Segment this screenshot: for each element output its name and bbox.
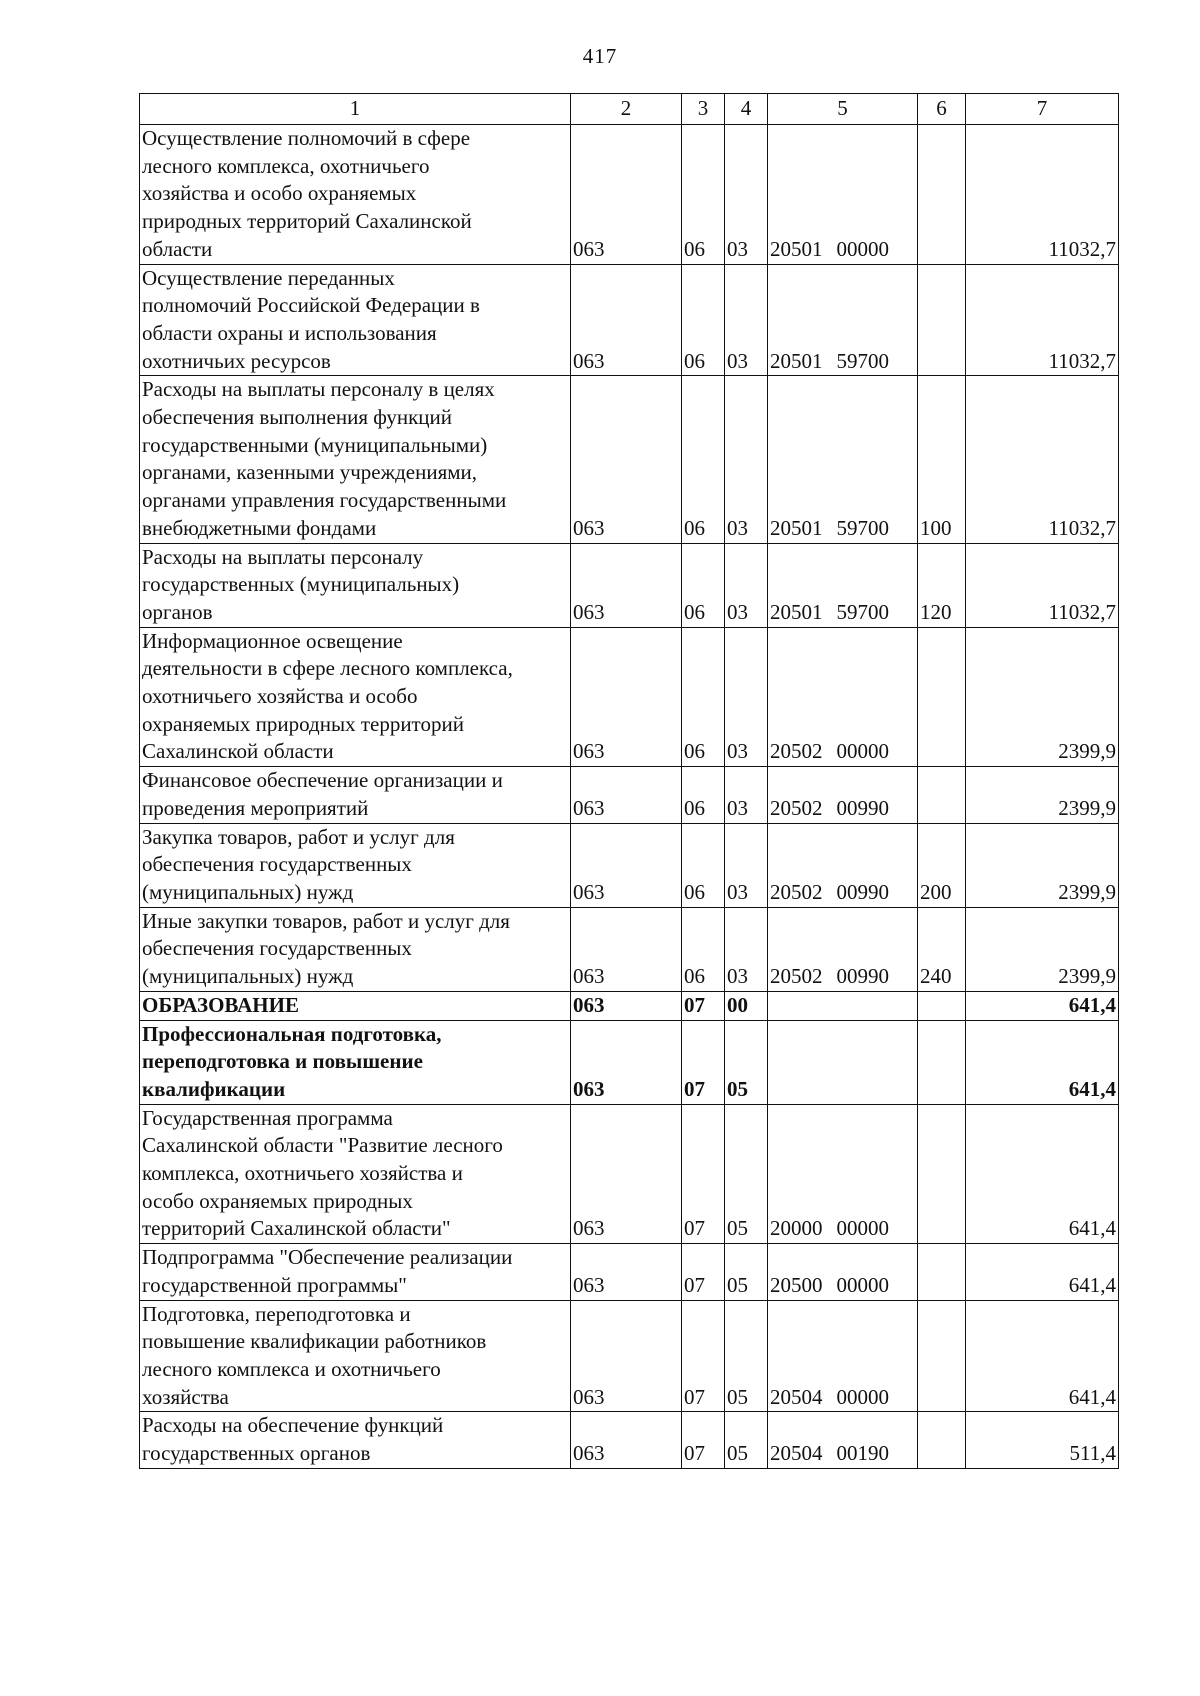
description-line: государственных (муниципальных) xyxy=(142,572,460,597)
subsection-code-cell: 00 xyxy=(725,991,768,1020)
row-description xyxy=(140,264,571,376)
target-article-cell xyxy=(768,767,918,823)
row-description xyxy=(140,543,571,627)
expense-type-cell xyxy=(918,1300,966,1412)
target-article-program: 20504 xyxy=(770,1384,823,1409)
column-header: 7 xyxy=(966,94,1119,125)
target-article-direction: 00000 xyxy=(836,1384,889,1409)
section-code-cell: 06 xyxy=(682,627,725,767)
target-article-program: 20501 xyxy=(770,348,823,373)
ministry-code-cell: 063 xyxy=(571,823,682,907)
subsection-code-cell: 03 xyxy=(725,823,768,907)
amount-cell: 641,4 xyxy=(966,1300,1119,1412)
description-line: переподготовка и повышение xyxy=(142,1049,423,1074)
ministry-code-cell: 063 xyxy=(571,376,682,543)
section-code-cell: 06 xyxy=(682,376,725,543)
description-line: ОБРАЗОВАНИЕ xyxy=(142,992,299,1017)
ministry-code-cell: 063 xyxy=(571,767,682,823)
subsection-code-cell: 03 xyxy=(725,125,768,265)
subsection-code-cell: 03 xyxy=(725,907,768,991)
description-line: обеспечения государственных xyxy=(142,852,412,877)
table-row xyxy=(140,125,1119,265)
amount-cell: 2399,9 xyxy=(966,627,1119,767)
amount-cell: 641,4 xyxy=(966,991,1119,1020)
description-line: государственной программы" xyxy=(142,1272,407,1297)
target-article-cell xyxy=(768,907,918,991)
description-line: Осуществление переданных xyxy=(142,265,395,290)
target-article-cell xyxy=(768,1104,918,1244)
description-line: охотничьих ресурсов xyxy=(142,348,331,373)
target-article-direction: 59700 xyxy=(836,515,889,540)
target-article-direction: 00190 xyxy=(836,1441,889,1466)
row-description xyxy=(140,1244,571,1300)
table-row xyxy=(140,543,1119,627)
target-article-direction: 59700 xyxy=(836,348,889,373)
target-article-direction: 00000 xyxy=(836,1216,889,1241)
section-code-cell: 07 xyxy=(682,1244,725,1300)
description-line: Сахалинской области "Развитие лесного xyxy=(142,1133,503,1158)
target-article-cell xyxy=(768,543,918,627)
target-article-cell xyxy=(768,823,918,907)
description-line: охотничьего хозяйства и особо xyxy=(142,684,418,709)
description-line: области xyxy=(142,236,213,261)
target-article-cell xyxy=(768,1020,918,1104)
section-code-cell: 06 xyxy=(682,823,725,907)
row-description xyxy=(140,1104,571,1244)
row-description xyxy=(140,1412,571,1468)
table-row xyxy=(140,1412,1119,1468)
description-line: Иные закупки товаров, работ и услуг для xyxy=(142,908,510,933)
expense-type-cell: 200 xyxy=(918,823,966,907)
subsection-code-cell: 03 xyxy=(725,543,768,627)
description-line: квалификации xyxy=(142,1076,286,1101)
description-line: органов xyxy=(142,599,213,624)
target-article-direction: 59700 xyxy=(836,599,889,624)
description-line: Осуществление полномочий в сфере xyxy=(142,126,471,150)
description-line: Информационное освещение xyxy=(142,628,403,653)
description-line: комплекса, охотничьего хозяйства и xyxy=(142,1161,463,1186)
table-row xyxy=(140,767,1119,823)
table-row xyxy=(140,1244,1119,1300)
column-header: 4 xyxy=(725,94,768,125)
amount-cell: 2399,9 xyxy=(966,907,1119,991)
target-article-cell xyxy=(768,1300,918,1412)
target-article-direction: 00000 xyxy=(836,739,889,764)
target-article-cell xyxy=(768,627,918,767)
row-description xyxy=(140,376,571,543)
description-line: государственными (муниципальными) xyxy=(142,432,488,457)
description-line: Финансовое обеспечение организации и xyxy=(142,768,503,793)
description-line: Расходы на выплаты персоналу xyxy=(142,544,424,569)
target-article-cell xyxy=(768,991,918,1020)
description-line: органами управления государственными xyxy=(142,488,507,513)
description-line: государственных органов xyxy=(142,1441,371,1466)
target-article-direction: 00000 xyxy=(836,1272,889,1297)
description-line: хозяйства и особо охраняемых xyxy=(142,181,417,206)
section-code-cell: 06 xyxy=(682,264,725,376)
subsection-code-cell: 05 xyxy=(725,1020,768,1104)
target-article-program: 20501 xyxy=(770,599,823,624)
expense-type-cell xyxy=(918,627,966,767)
subsection-code-cell: 05 xyxy=(725,1412,768,1468)
ministry-code-cell: 063 xyxy=(571,1300,682,1412)
expense-type-cell xyxy=(918,1020,966,1104)
target-article-direction: 00990 xyxy=(836,795,889,820)
target-article-program: 20000 xyxy=(770,1216,823,1241)
subsection-code-cell: 05 xyxy=(725,1244,768,1300)
description-line: Расходы на обеспечение функций xyxy=(142,1413,444,1438)
row-description xyxy=(140,1300,571,1412)
table-row xyxy=(140,376,1119,543)
column-header: 5 xyxy=(768,94,918,125)
row-description xyxy=(140,907,571,991)
ministry-code-cell: 063 xyxy=(571,125,682,265)
section-code-cell: 07 xyxy=(682,1104,725,1244)
description-line: хозяйства xyxy=(142,1384,229,1409)
expense-type-cell: 240 xyxy=(918,907,966,991)
section-code-cell: 07 xyxy=(682,1300,725,1412)
table-row xyxy=(140,1104,1119,1244)
description-line: повышение квалификации работников xyxy=(142,1329,487,1354)
description-line: Сахалинской области xyxy=(142,739,334,764)
target-article-program: 20500 xyxy=(770,1272,823,1297)
ministry-code-cell: 063 xyxy=(571,1244,682,1300)
column-header: 6 xyxy=(918,94,966,125)
expense-type-cell xyxy=(918,991,966,1020)
section-code-cell: 06 xyxy=(682,907,725,991)
description-line: внебюджетными фондами xyxy=(142,515,377,540)
amount-cell: 511,4 xyxy=(966,1412,1119,1468)
target-article-direction: 00000 xyxy=(836,236,889,261)
section-code-cell: 06 xyxy=(682,767,725,823)
subsection-code-cell: 03 xyxy=(725,376,768,543)
expense-type-cell xyxy=(918,264,966,376)
description-line: обеспечения выполнения функций xyxy=(142,405,453,430)
description-line: охраняемых природных территорий xyxy=(142,711,464,736)
amount-cell: 641,4 xyxy=(966,1244,1119,1300)
target-article-program: 20504 xyxy=(770,1441,823,1466)
table-row xyxy=(140,907,1119,991)
ministry-code-cell: 063 xyxy=(571,991,682,1020)
target-article-cell xyxy=(768,264,918,376)
subsection-code-cell: 03 xyxy=(725,264,768,376)
table-row xyxy=(140,1020,1119,1104)
description-line: особо охраняемых природных xyxy=(142,1188,413,1213)
ministry-code-cell: 063 xyxy=(571,1104,682,1244)
table-row xyxy=(140,264,1119,376)
column-header: 1 xyxy=(140,94,571,125)
amount-cell: 2399,9 xyxy=(966,823,1119,907)
description-line: Подготовка, переподготовка и xyxy=(142,1301,411,1326)
budget-table xyxy=(139,93,1119,1469)
table-row xyxy=(140,627,1119,767)
subsection-code-cell: 03 xyxy=(725,767,768,823)
table-row xyxy=(140,1300,1119,1412)
row-description xyxy=(140,125,571,265)
amount-cell: 2399,9 xyxy=(966,767,1119,823)
subsection-code-cell: 05 xyxy=(725,1104,768,1244)
ministry-code-cell: 063 xyxy=(571,1412,682,1468)
section-code-cell: 06 xyxy=(682,125,725,265)
description-line: области охраны и использования xyxy=(142,320,437,345)
expense-type-cell xyxy=(918,767,966,823)
column-header: 3 xyxy=(682,94,725,125)
row-description xyxy=(140,991,571,1020)
page-number: 417 xyxy=(582,44,618,68)
amount-cell: 11032,7 xyxy=(966,125,1119,265)
target-article-cell xyxy=(768,1244,918,1300)
amount-cell: 11032,7 xyxy=(966,376,1119,543)
description-line: территорий Сахалинской области" xyxy=(142,1216,451,1241)
ministry-code-cell: 063 xyxy=(571,1020,682,1104)
ministry-code-cell: 063 xyxy=(571,907,682,991)
expense-type-cell xyxy=(918,1244,966,1300)
section-code-cell: 06 xyxy=(682,543,725,627)
description-line: Расходы на выплаты персоналу в целях xyxy=(142,377,495,402)
row-description xyxy=(140,1020,571,1104)
target-article-program: 20501 xyxy=(770,236,823,261)
section-code-cell: 07 xyxy=(682,1412,725,1468)
description-line: лесного комплекса и охотничьего xyxy=(142,1356,441,1381)
target-article-cell xyxy=(768,125,918,265)
target-article-program: 20502 xyxy=(770,739,823,764)
row-description xyxy=(140,767,571,823)
amount-cell: 641,4 xyxy=(966,1020,1119,1104)
table-row xyxy=(140,823,1119,907)
target-article-program: 20502 xyxy=(770,879,823,904)
expense-type-cell: 120 xyxy=(918,543,966,627)
description-line: Профессиональная подготовка, xyxy=(142,1021,442,1046)
description-line: природных территорий Сахалинской xyxy=(142,209,472,234)
target-article-direction: 00990 xyxy=(836,879,889,904)
row-description xyxy=(140,823,571,907)
amount-cell: 11032,7 xyxy=(966,264,1119,376)
description-line: органами, казенными учреждениями, xyxy=(142,460,478,485)
description-line: обеспечения государственных xyxy=(142,936,412,961)
subsection-code-cell: 03 xyxy=(725,627,768,767)
description-line: Государственная программа xyxy=(142,1105,393,1130)
description-line: проведения мероприятий xyxy=(142,795,369,820)
description-line: Подпрограмма "Обеспечение реализации xyxy=(142,1245,513,1270)
target-article-cell xyxy=(768,1412,918,1468)
description-line: Закупка товаров, работ и услуг для xyxy=(142,824,455,849)
description-line: (муниципальных) нужд xyxy=(142,964,354,989)
expense-type-cell xyxy=(918,1104,966,1244)
target-article-direction: 00990 xyxy=(836,964,889,989)
amount-cell: 11032,7 xyxy=(966,543,1119,627)
expense-type-cell xyxy=(918,125,966,265)
target-article-program: 20502 xyxy=(770,964,823,989)
description-line: лесного комплекса, охотничьего xyxy=(142,153,430,178)
ministry-code-cell: 063 xyxy=(571,264,682,376)
ministry-code-cell: 063 xyxy=(571,543,682,627)
target-article-cell xyxy=(768,376,918,543)
target-article-program: 20501 xyxy=(770,515,823,540)
ministry-code-cell: 063 xyxy=(571,627,682,767)
description-line: деятельности в сфере лесного комплекса, xyxy=(142,656,513,681)
row-description xyxy=(140,627,571,767)
expense-type-cell: 100 xyxy=(918,376,966,543)
amount-cell: 641,4 xyxy=(966,1104,1119,1244)
expense-type-cell xyxy=(918,1412,966,1468)
section-code-cell: 07 xyxy=(682,991,725,1020)
table-header-row xyxy=(140,94,1119,125)
target-article-program: 20502 xyxy=(770,795,823,820)
description-line: (муниципальных) нужд xyxy=(142,879,354,904)
column-header: 2 xyxy=(571,94,682,125)
table-row xyxy=(140,991,1119,1020)
section-code-cell: 07 xyxy=(682,1020,725,1104)
description-line: полномочий Российской Федерации в xyxy=(142,293,480,318)
subsection-code-cell: 05 xyxy=(725,1300,768,1412)
